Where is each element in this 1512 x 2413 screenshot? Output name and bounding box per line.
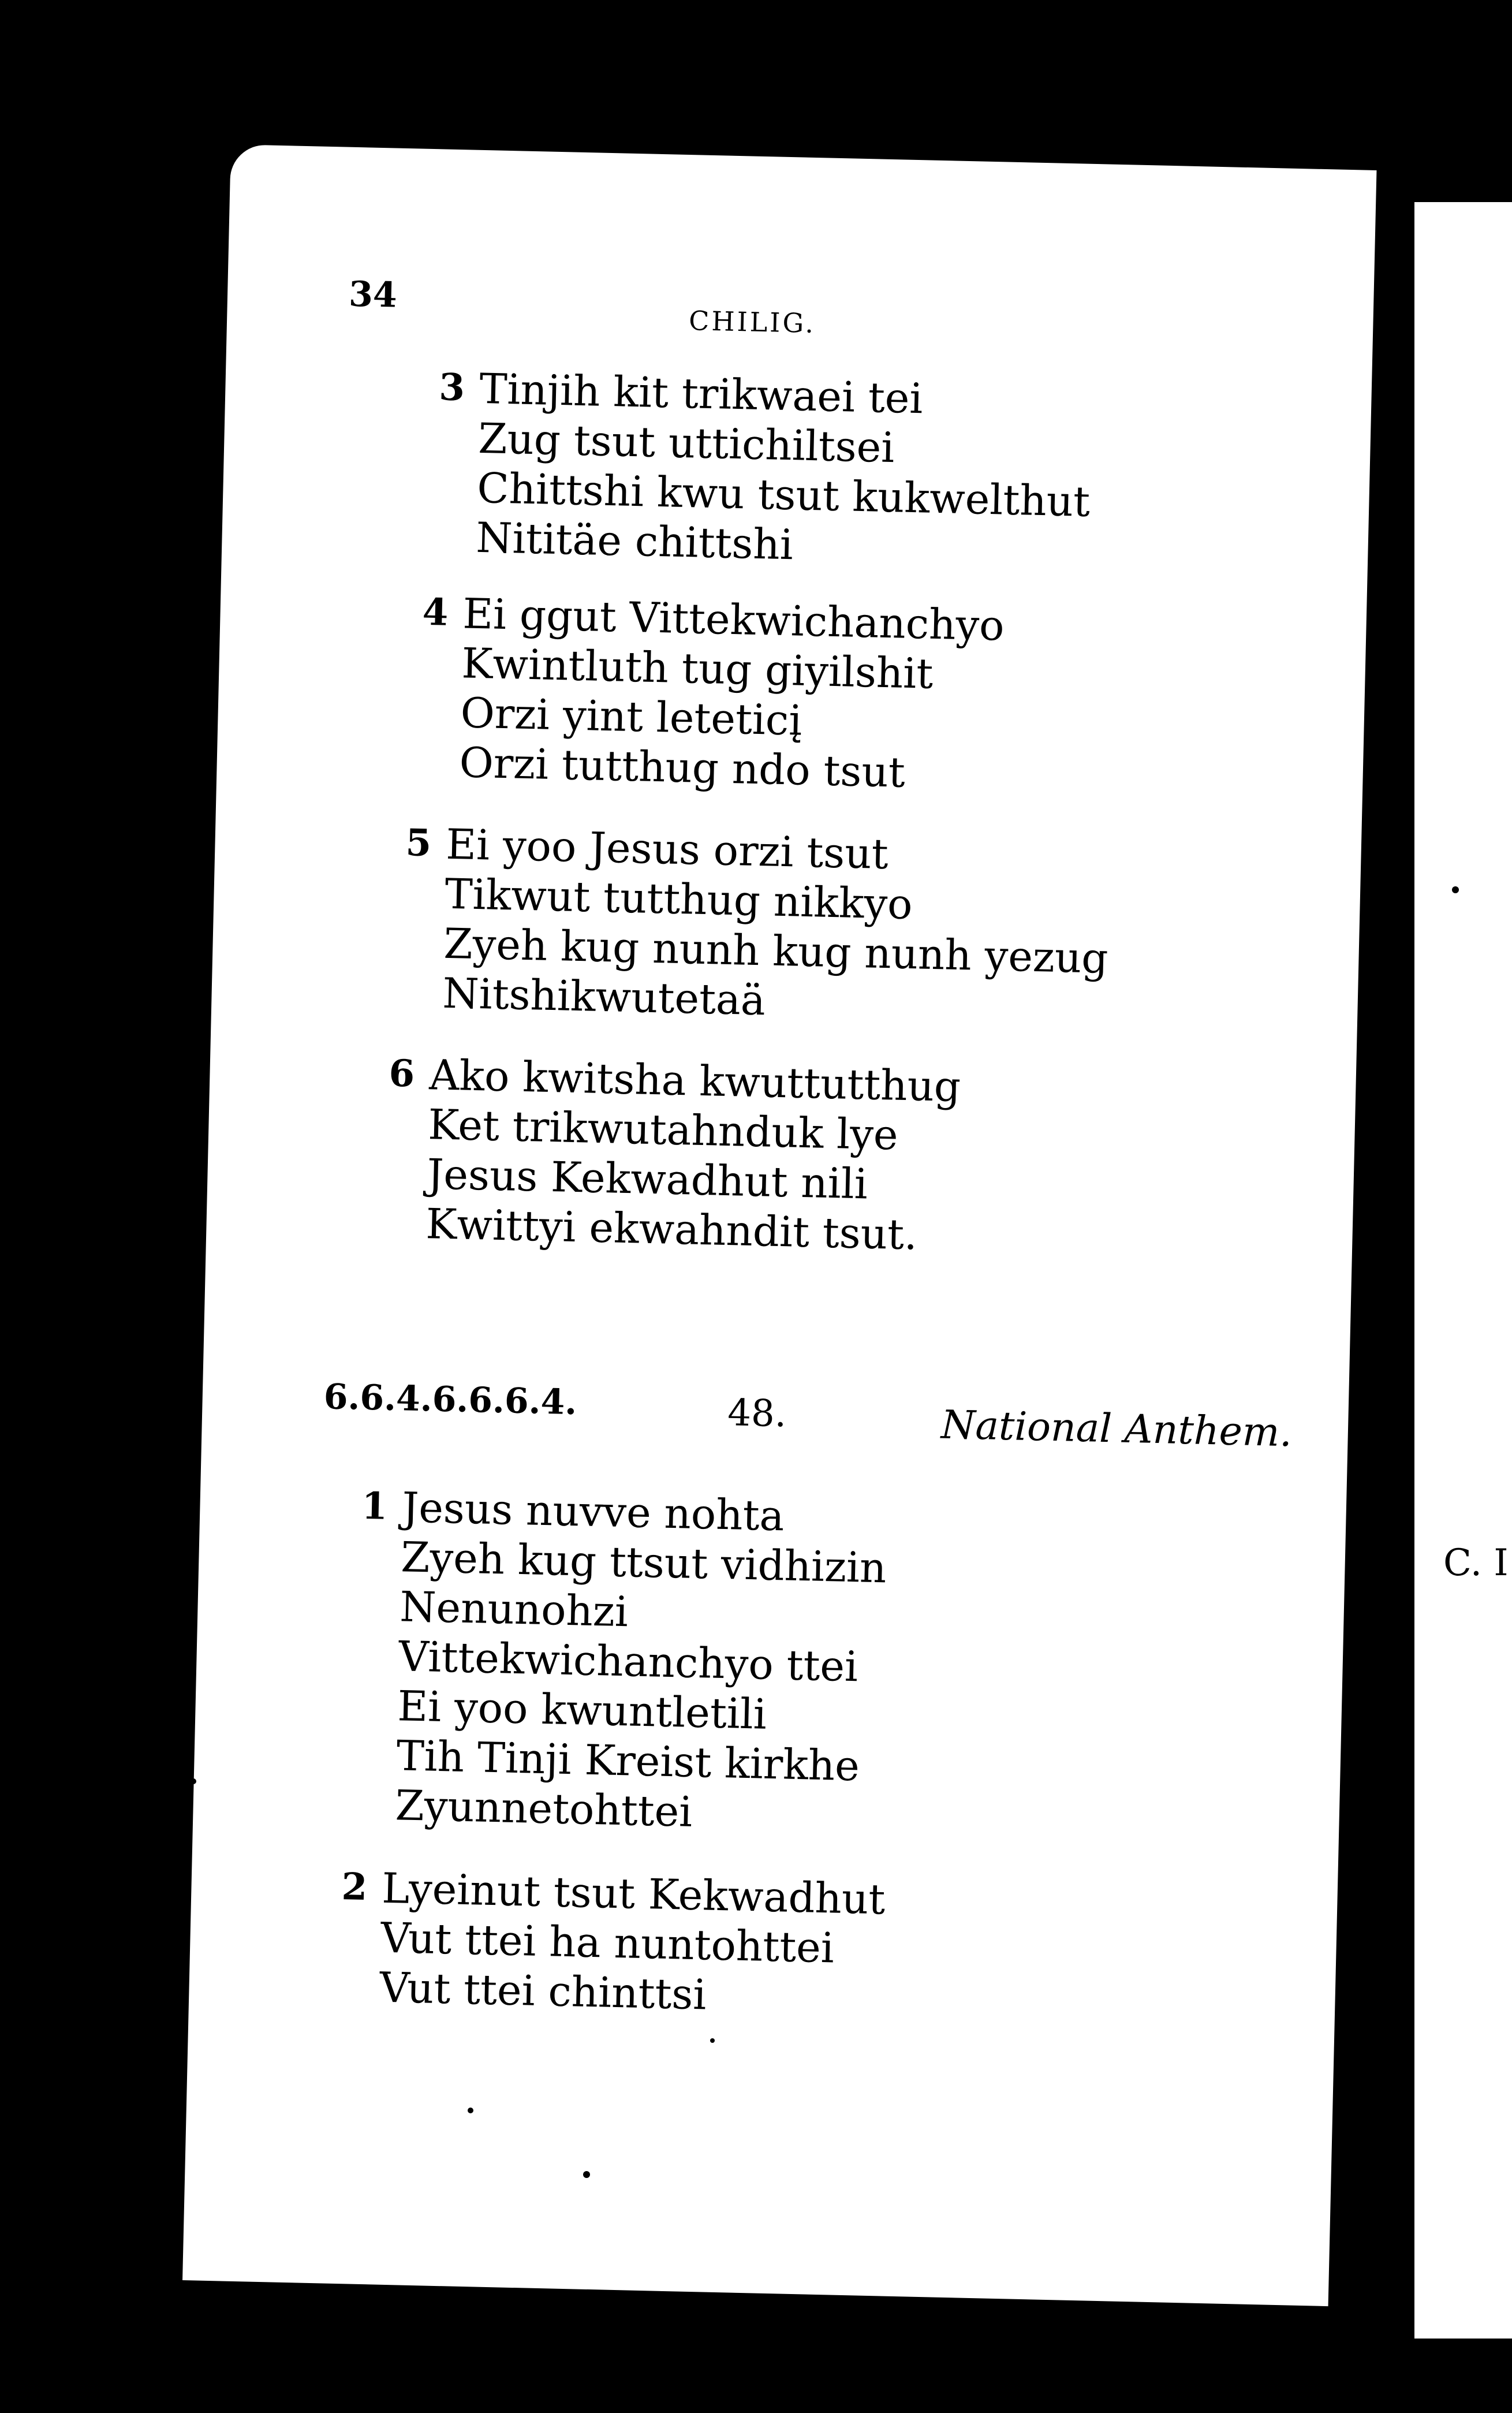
- stanza-line: Orzi yint leteticį: [460, 688, 803, 745]
- stanza-line: Kwittyi ekwahndit tsut.: [425, 1199, 918, 1259]
- book-page: [182, 144, 1376, 2306]
- stanza-number: 3: [438, 366, 465, 410]
- hymn-header: [323, 1377, 1305, 1457]
- stanza-line: Jesus nuvve nohta: [401, 1483, 785, 1541]
- stanza-line: Nititäe chittshi: [475, 513, 794, 569]
- stanza-3: [438, 364, 1093, 576]
- hymn-tune-name: National Anthem.: [940, 1402, 1293, 1456]
- stanza-line: Zug tsut uttichiltsei: [477, 413, 895, 472]
- hymn-number: 48.: [727, 1392, 787, 1436]
- stanza-line: Tinjih kit trikwaei tei: [479, 364, 924, 423]
- stanza-line: Jesus Kekwadhut nili: [426, 1150, 868, 1209]
- stanza-line: Tih Tinji Kreist kirkhe: [395, 1731, 860, 1791]
- stanza-line: Ei yoo kwuntletili: [397, 1681, 767, 1739]
- anthem-stanza-2: [341, 1863, 886, 2024]
- stanza-number: 1: [361, 1484, 388, 1528]
- hymn-meter: 6.6.4.6.6.6.4.: [323, 1377, 577, 1423]
- stanza-line: Vut ttei ha nuntohttei: [380, 1913, 835, 1972]
- anthem-stanza-1: [361, 1482, 888, 1841]
- stanza-number: 5: [405, 821, 432, 866]
- stanza-line: Orzi tutthug ndo tsut: [458, 738, 906, 797]
- stanza-line: Zyeh kug nunh kug nunh yezug: [443, 919, 1109, 983]
- stanza-line: Ako kwitsha kwuttutthug: [428, 1050, 962, 1112]
- stanza-line: Zyeh kug ttsut vidhizin: [400, 1532, 887, 1592]
- stanza-4: [421, 588, 1005, 799]
- stanza-line: Nenunohzi: [399, 1582, 629, 1636]
- stanza-line: Nitshikwutetaä: [442, 968, 766, 1025]
- stanza-line: Chittshi kwu tsut kukwelthut: [476, 463, 1091, 526]
- stanza-line: Vittekwichanchyo ttei: [398, 1632, 859, 1691]
- stanza-number: 2: [341, 1865, 368, 1909]
- stanza-line: Ket trikwutahnduk lye: [427, 1100, 899, 1159]
- stanza-line: Tikwut tutthug nikkyo: [444, 869, 913, 929]
- stanza-5: [405, 819, 1111, 1033]
- stanza-number: 6: [388, 1051, 415, 1096]
- stanza-line: Zyunnetohttei: [394, 1781, 693, 1836]
- stanza-line: Vut ttei chinttsi: [379, 1963, 707, 2019]
- page-number: 34: [348, 274, 398, 316]
- stanza-line: Ei yoo Jesus orzi tsut: [445, 819, 889, 879]
- facing-page-text: C. I: [1443, 1542, 1509, 1584]
- facing-page: [1414, 202, 1512, 2339]
- stanza-line: Ei ggut Vittekwichanchyo: [462, 589, 1005, 650]
- stanza-line: Lyeinut tsut Kekwadhut: [381, 1863, 886, 1924]
- stanza-line: Kwintluth tug giyilshit: [461, 639, 934, 698]
- stanza-6: [388, 1050, 962, 1260]
- running-head: CHILIG.: [688, 305, 816, 340]
- stanza-number: 4: [421, 590, 449, 635]
